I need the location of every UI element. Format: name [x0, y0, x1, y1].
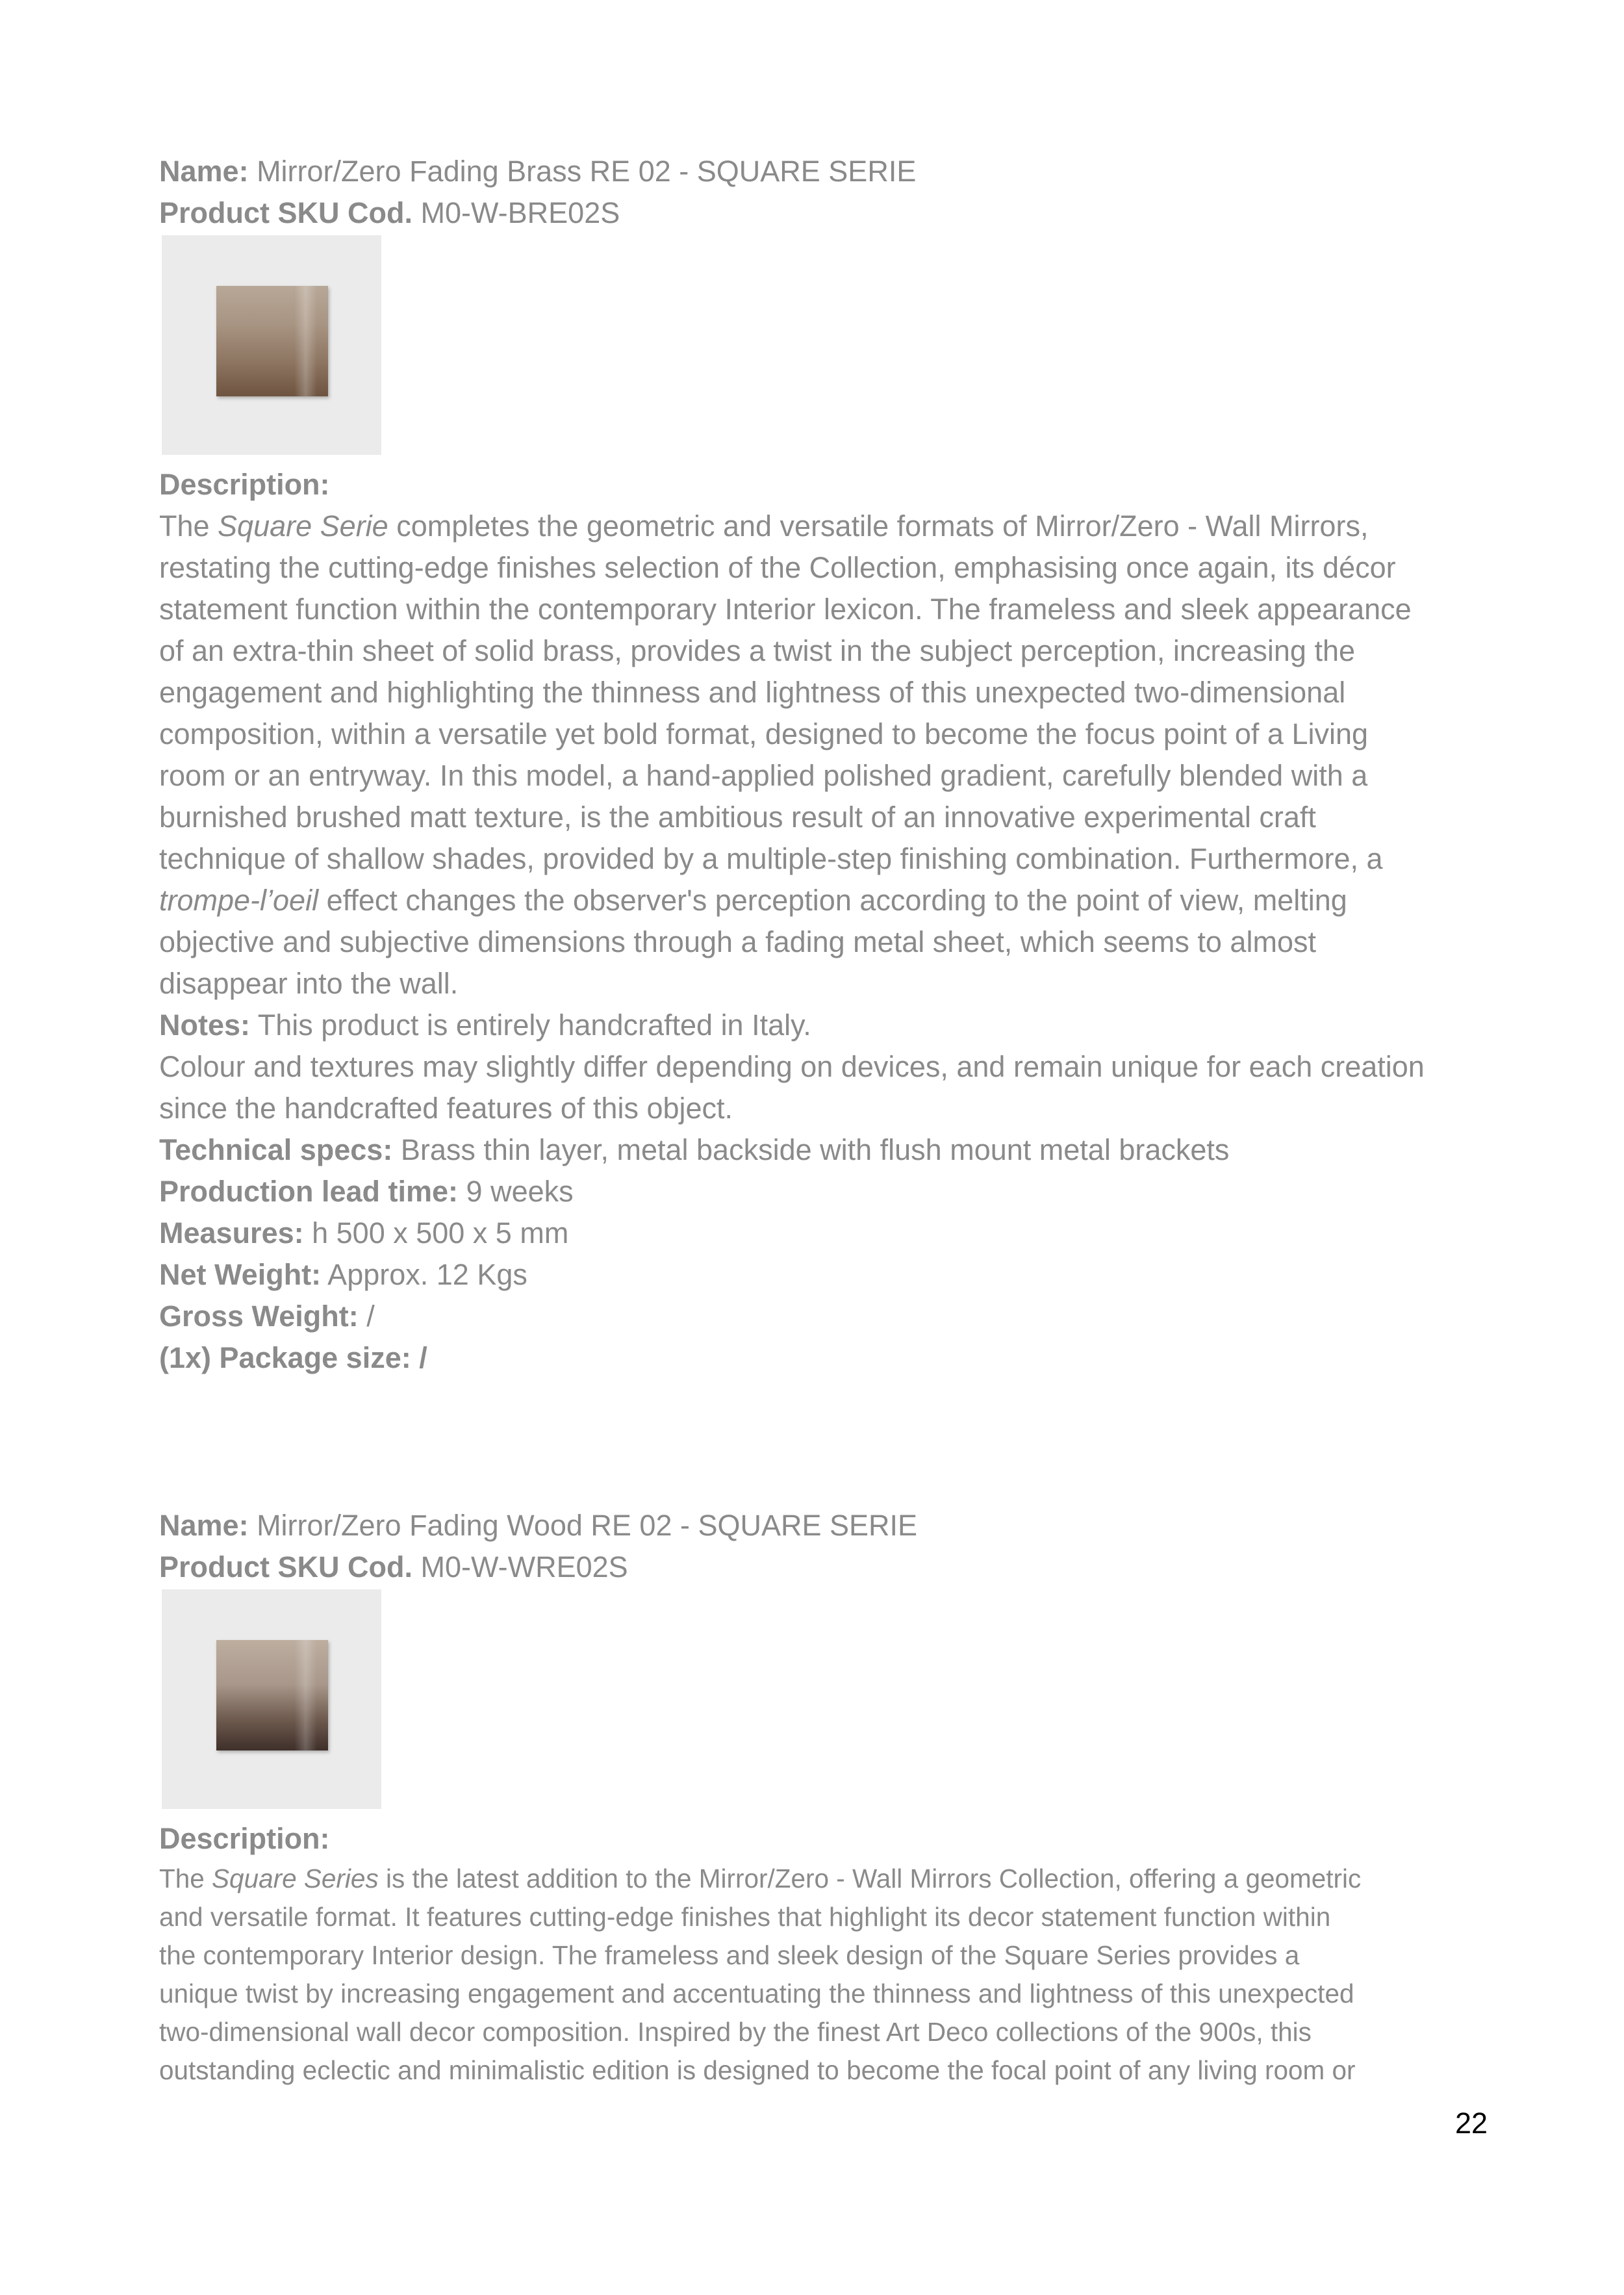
product-name-line — [159, 151, 1484, 192]
desc-line: unique twist by increasing engagement and accentuating the thinness and lightness of this unexpected — [159, 1979, 1354, 2008]
gross-weight-line: Gross Weight: / — [159, 1300, 375, 1333]
desc-line: composition, within a versatile yet bold format, designed to become the focus point of a Living — [159, 717, 1369, 750]
name-label: Name: — [159, 1509, 249, 1542]
lead-time-line: Production lead time: 9 weeks — [159, 1175, 574, 1208]
product-sku-line — [159, 192, 1484, 234]
desc-line: objective and subjective dimensions through a fading metal sheet, which seems to almost — [159, 925, 1316, 958]
description-text — [159, 506, 1484, 1005]
desc-line: room or an entryway. In this model, a hand-applied polished gradient, carefully blended with a — [159, 759, 1368, 792]
net-weight-line: Net Weight: Approx. 12 Kgs — [159, 1258, 527, 1291]
product-thumbnail — [162, 1589, 381, 1809]
notes-line: Notes: This product is entirely handcrafted in Italy. — [159, 1008, 811, 1042]
desc-line: trompe-l’oeil effect changes the observer's perception according to the point of view, melting — [159, 884, 1347, 917]
description-label: Description: — [159, 468, 330, 501]
desc-line: The Square Serie completes the geometric and versatile formats of Mirror/Zero - Wall Mirrors, — [159, 509, 1369, 543]
desc-line: statement function within the contemporary Interior lexicon. The frameless and sleek appearance — [159, 593, 1412, 626]
name-value: Mirror/Zero Fading Wood RE 02 - SQUARE SERIE — [248, 1509, 918, 1542]
mirror-image — [216, 286, 328, 396]
desc-line: disappear into the wall. — [159, 967, 459, 1000]
product-sku-line — [159, 1546, 1484, 1588]
sku-value: M0-W-WRE02S — [412, 1550, 628, 1583]
package-size-line: (1x) Package size: / — [159, 1341, 427, 1374]
product-entry-brass — [159, 151, 1484, 1379]
name-label: Name: — [159, 155, 249, 188]
product-entry-wood — [159, 1505, 1484, 2090]
desc-line: technique of shallow shades, provided by a multiple-step finishing combination. Furthermore, a — [159, 842, 1383, 875]
page-number: 22 — [1454, 2107, 1488, 2140]
desc-line: engagement and highlighting the thinness and lightness of this unexpected two-dimensional — [159, 676, 1346, 709]
desc-line: and versatile format. It features cutting-edge finishes that highlight its decor statement function within — [159, 1902, 1331, 1932]
mirror-image — [216, 1640, 328, 1750]
desc-line: restating the cutting-edge finishes selection of the Collection, emphasising once again, its décor — [159, 551, 1396, 584]
sku-label: Product SKU Cod. — [159, 1550, 412, 1583]
notes-line-3: since the handcrafted features of this object. — [159, 1092, 733, 1125]
measures-line: Measures: h 500 x 500 x 5 mm — [159, 1216, 569, 1250]
tech-specs-line: Technical specs: Brass thin layer, metal backside with flush mount metal brackets — [159, 1133, 1230, 1166]
desc-line: outstanding eclectic and minimalistic edition is designed to become the focal point of any living room or — [159, 2055, 1356, 2085]
product-thumbnail — [162, 235, 381, 455]
sku-value: M0-W-BRE02S — [412, 196, 620, 229]
desc-line: burnished brushed matt texture, is the ambitious result of an innovative experimental craft — [159, 801, 1316, 834]
sku-label: Product SKU Cod. — [159, 196, 412, 229]
desc-line: of an extra-thin sheet of solid brass, provides a twist in the subject perception, increasing the — [159, 634, 1356, 667]
description-label: Description: — [159, 1822, 330, 1855]
product-name-line — [159, 1505, 1484, 1546]
notes-line-2: Colour and textures may slightly differ depending on devices, and remain unique for each creation — [159, 1050, 1425, 1083]
name-value: Mirror/Zero Fading Brass RE 02 - SQUARE SERIE — [248, 155, 917, 188]
description-text — [159, 1860, 1484, 2090]
desc-line: two-dimensional wall decor composition. Inspired by the finest Art Deco collections of the 900s, this — [159, 2017, 1312, 2047]
desc-line: the contemporary Interior design. The frameless and sleek design of the Square Series provides a — [159, 1940, 1300, 1970]
desc-line: The Square Series is the latest addition to the Mirror/Zero - Wall Mirrors Collection, offering a geometric — [159, 1864, 1362, 1893]
